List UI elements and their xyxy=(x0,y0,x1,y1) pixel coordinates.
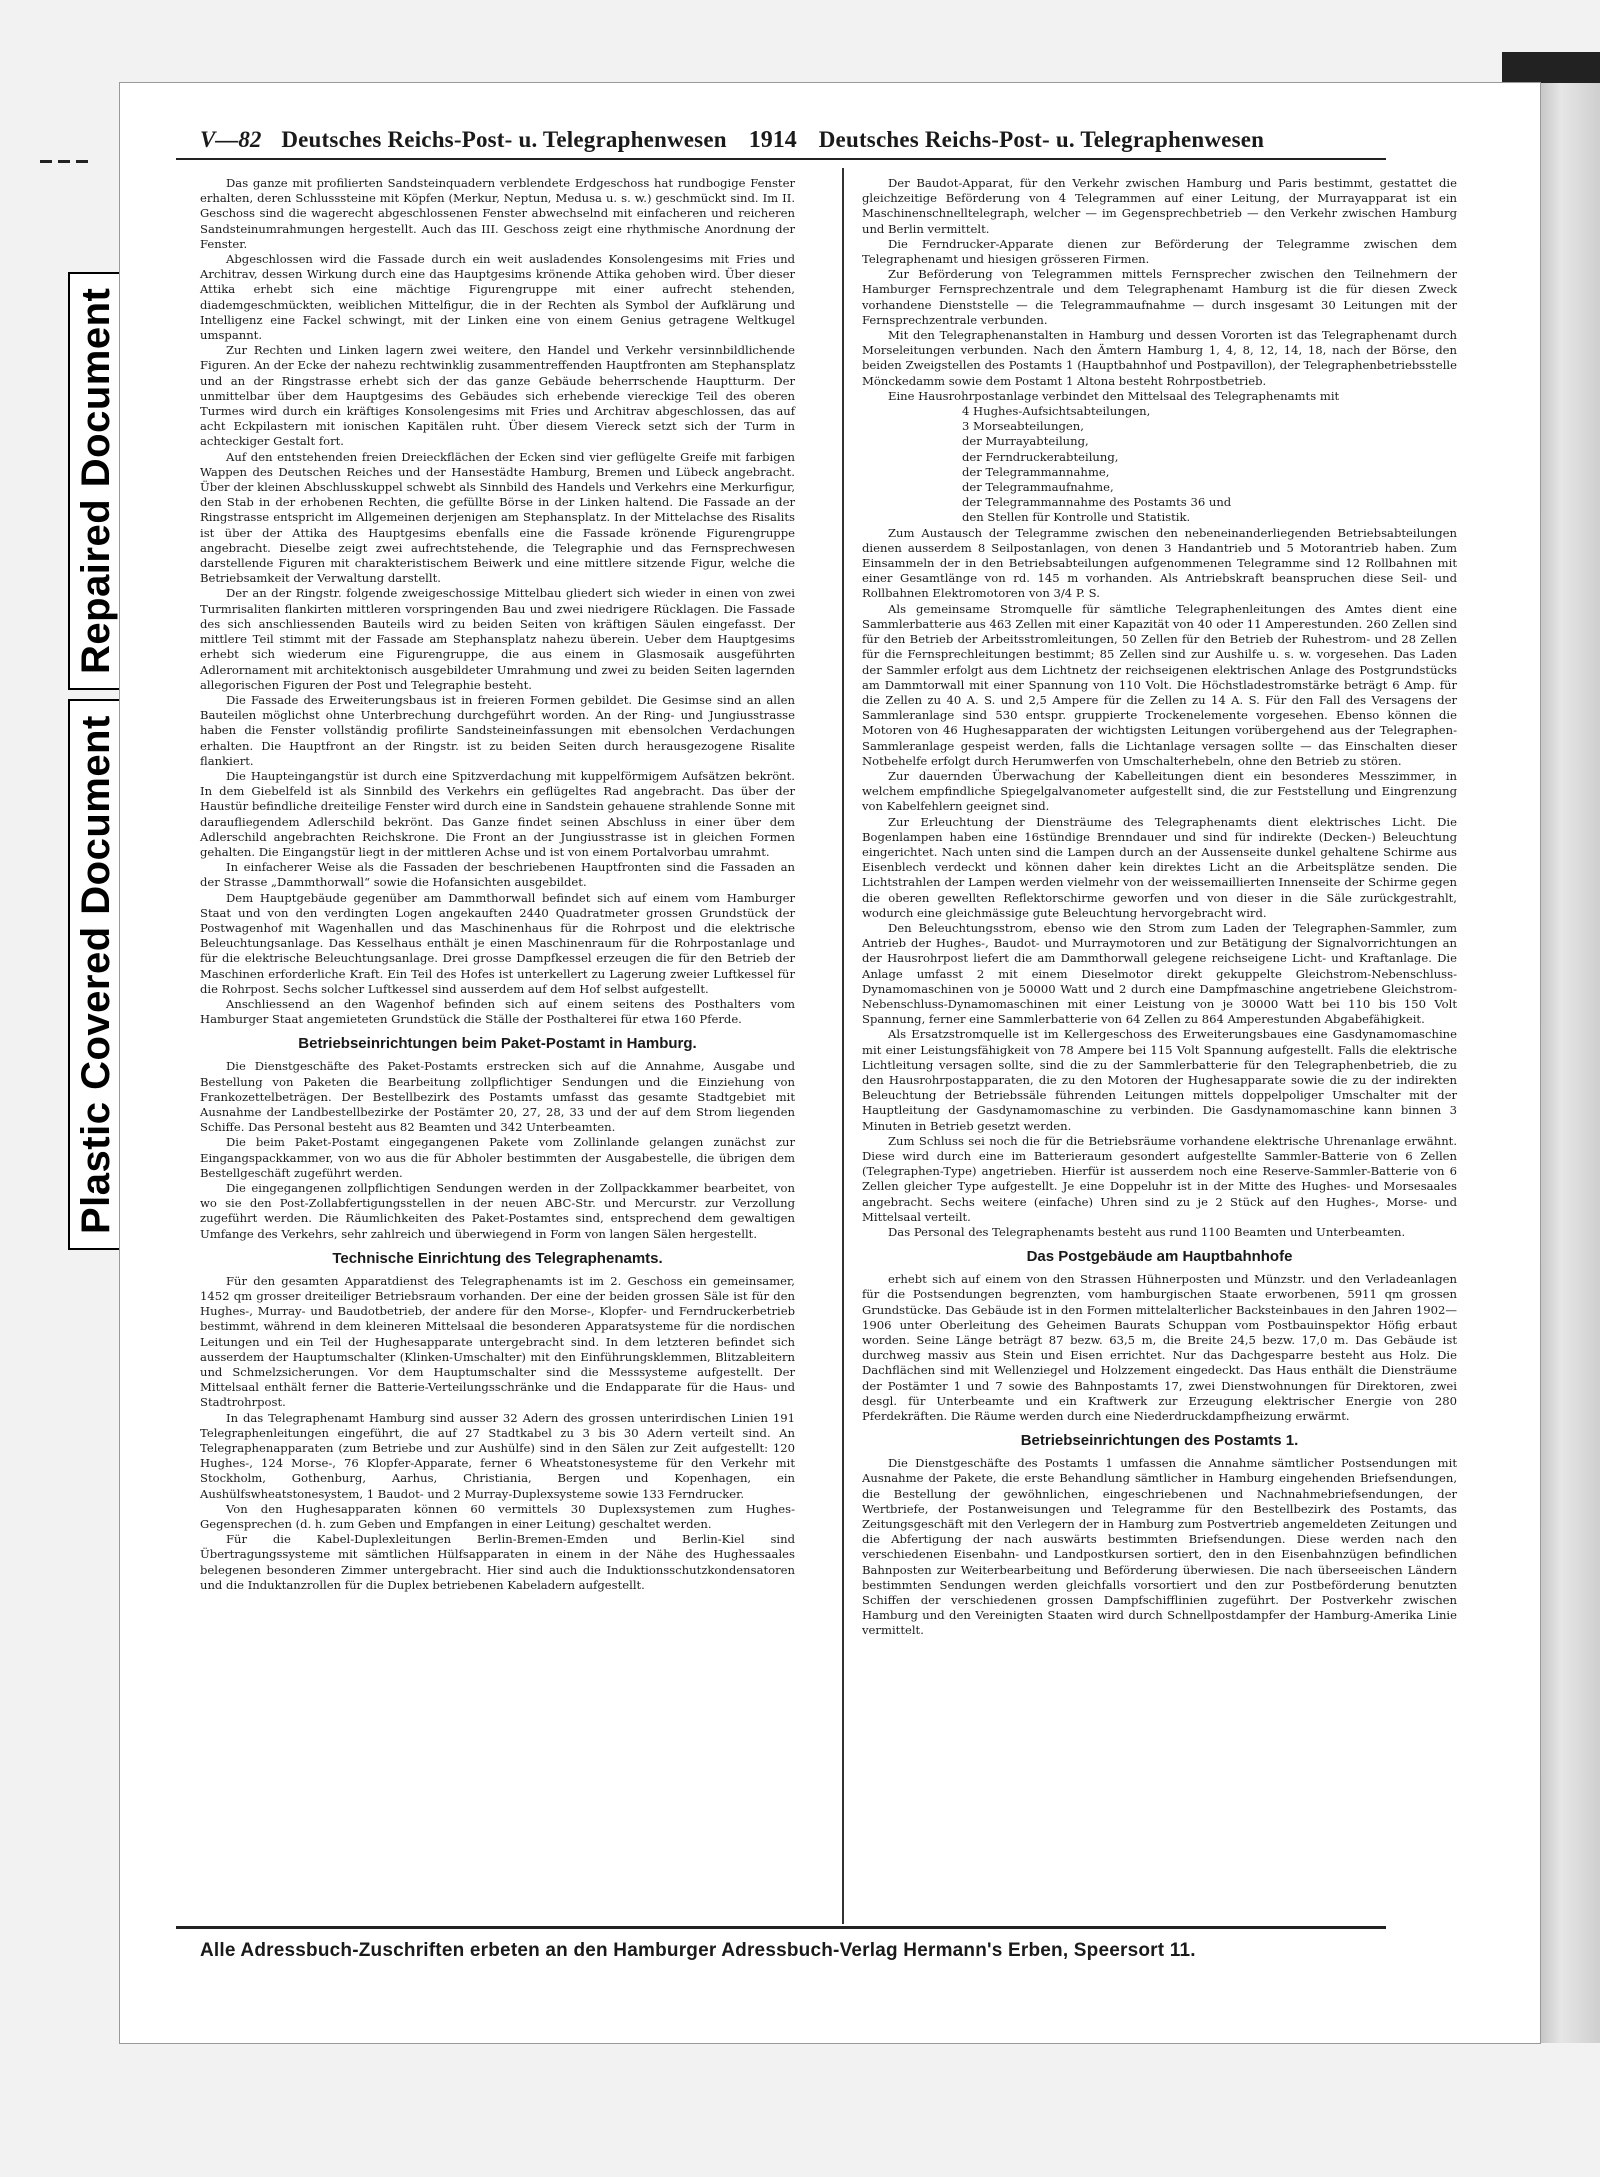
section-heading: Das Postgebäude am Hauptbahnhofe xyxy=(1026,1248,1293,1266)
paragraph: Für die Kabel-Duplexleitungen Berlin-Bremen-Emden und Berlin-Kiel sind Übertragungssysteme mit sämtlichen Hülfsapparaten in einem in der Nähe des Hughessaales belegenen besonderen Zimmer untergebracht. Hier sind auch die Induktionsschutzkondensatoren und die Induktanzrollen für die Duplex betriebenen Kabeladern aufgestellt. xyxy=(200,1532,795,1592)
paragraph: Die Ferndrucker-Apparate dienen zur Beförderung der Telegramme zwischen dem Telegraphenamt und hiesigen grösseren Firmen. xyxy=(862,236,1457,267)
paragraph: Dem Hauptgebäude gegenüber am Dammthorwall befindet sich auf einem vom Hamburger Staat und von den verdingten Logen angekauften 2440 Quadratmeter grossen Grundstück der Postwagenhof mit Wagenhallen und das Maschinenhaus für die Rohrpost und die elektrische Beleuchtungsanlage. Das Kesselhaus enthält je einen Maschinenraum für die Rohrpostanlage und für die elektrische Beleuchtungsanlage. Drei grosse Dampfkessel erzeugen die für den Betrieb der Maschinen erforderliche Kraft. Ein Teil des Hofes ist unterkellert zu Lagerung zweier Luftkessel für die Rohrpost. Sechs solcher Luftkessel sind ausserdem auf dem Hof selbst aufgestellt. xyxy=(200,890,795,996)
paragraph: Eine Hausrohrpostanlage verbindet den Mittelsaal des Telegraphenamts mit xyxy=(888,388,1340,403)
scan-label-strip xyxy=(0,0,120,2177)
plastic-covered-document-label: Plastic Covered Document xyxy=(68,699,125,1250)
header-year: 1914 xyxy=(748,126,797,153)
paragraph: Abgeschlossen wird die Fassade durch ein weit ausladendes Konsolengesims mit Fries und Architrav, dessen Wirkung durch eine das Hauptgesims krönende Attika gehoben wird. Über dieser Attika erhebt sich eine mächtige Figurengruppe mit einer aufrecht stehenden, diademgeschmückten, weiblichen Mittelfigur, die in der Rechten als Symbol der Aufklärung und Intelligenz eine Fackel schwingt, mit der Linken eine von einem Genius getragene Weltkugel umspannt. xyxy=(200,252,795,343)
list-item: den Stellen für Kontrolle und Statistik. xyxy=(962,510,1191,525)
column-divider xyxy=(842,168,844,1924)
page-number: V—82 xyxy=(200,127,262,152)
paragraph: Die Haupteingangstür ist durch eine Spitzverdachung mit kuppelförmigem Aufsätzen bekrönt. In dem Giebelfeld ist als Sinnbild des Verkehrs ein geflügeltes Rad angebracht. Das über der Haustür befindliche dreiteilige Fenster wird durch eine in Sandstein gehauene strahlende Sonne mit daraufliegendem Adlerschild bekrönt. Das Ganze findet seinen Abschluss in einer über dem Adlerschild angebrachten Reichskrone. Die Front an der Jungiusstrasse ist in gleichen Formen gehalten. Die Eingangstür liegt in der mittleren Achse und ist von einem Portalvorbau umrahmt. xyxy=(200,768,795,859)
list-item: 4 Hughes-Aufsichtsabteilungen, xyxy=(962,404,1151,419)
section-heading: Betriebseinrichtungen beim Paket-Postamt in Hamburg. xyxy=(298,1035,697,1053)
paragraph: Zur Rechten und Linken lagern zwei weitere, den Handel und Verkehr versinnbildlichende Figuren. An der Ecke der nahezu rechtwinklig zusammentreffenden Hauptfronten am Stephansplatz und an der Ringstrasse erhebt sich der das ganze Gebäude beherrschende Hauptturm. Der unmittelbar über dem Hauptgesims des Gebäudes sich erhebende viereckige Teil des oberen Turmes wird durch ein kräftiges Konsolengesims mit Fries und Architrav abgeschlossen, das auf acht Eckpilastern mit ionischen Kapitälen ruht. Über diesem Viereck setzt sich der Turm in achteckiger Gestalt fort. xyxy=(200,343,795,449)
paragraph: Von den Hughesapparaten können 60 vermittels 30 Duplexsystemen zum Hughes-Gegensprechen (d. h. zum Geben und Empfangen in einer Leitung) geschaltet werden. xyxy=(200,1501,795,1532)
footer-advertisement: Alle Adressbuch-Zuschriften erbeten an den Hamburger Adressbuch-Verlag Hermann's Erben, Speersort 11. xyxy=(200,1940,1196,1961)
paragraph: Mit den Telegraphenanstalten in Hamburg und dessen Vororten ist das Telegraphenamt durch Morseleitungen verbunden. Nach den Ämtern Hamburg 1, 4, 8, 12, 14, 18, nach der Börse, den beiden Zweigstellen des Postamts 1 (Hauptbahnhof und Postpavillon), der Telegraphenbetriebsstelle Mönckedamm sowie dem Postamt 1 Altona besteht Rohrpostbetrieb. xyxy=(862,328,1457,388)
paragraph: Als Ersatzstromquelle ist im Kellergeschoss des Erweiterungsbaues eine Gasdynamomaschine mit einer Leistungsfähigkeit von 78 Ampere bei 115 Volt Spannung aufgestellt. Falls die elektrische Lichtleitung versagen sollte, sind die zu der Sammlerbatterie für den Telegraphenbetrieb, die zu den Hausrohrpostapparaten, die zu den Motoren der Hughesapparate sowie die zu der indirekten Beleuchtung der Betriebssäle führenden Leitungen mittels doppelpoliger Umschalter mit der Hauptleitung der Gasdynamomaschine zu verbinden. Die Gasdynamomaschine kann binnen 3 Minuten in Betrieb gesetzt werden. xyxy=(862,1027,1457,1133)
header-right-title: Deutsches Reichs-Post- u. Telegraphenwesen xyxy=(818,127,1265,152)
section-heading: Betriebseinrichtungen des Postamts 1. xyxy=(1020,1432,1299,1450)
paragraph: Die Dienstgeschäfte des Paket-Postamts erstrecken sich auf die Annahme, Ausgabe und Bestellung von Paketen die Bearbeitung zollpflichtiger Sendungen und die Einziehung von Frankozettelbeträgen. Der Bestellbezirk des Postamts umfasst das gesamte Stadtgebiet mit Ausnahme der Landbestellbezirke der Postämter 20, 27, 28, 33 und der auf dem Strom liegenden Schiffe. Das Personal besteht aus 82 Beamten und 342 Unterbeamten. xyxy=(200,1059,795,1135)
right-column xyxy=(862,176,1457,1639)
paragraph: Die beim Paket-Postamt eingegangenen Pakete vom Zollinlande gelangen zunächst zur Eingangspackkammer, von wo aus die für Abholer bestimmten der Ausgabestelle, die übrigen dem Bestellgeschäft zugeführt werden. xyxy=(200,1135,795,1180)
paragraph: Der Baudot-Apparat, für den Verkehr zwischen Hamburg und Paris bestimmt, gestattet die gleichzeitige Beförderung von 4 Telegrammen auf einer Leitung, der Murrayapparat ist ein Maschinenschnelltelegraph, welcher — im Gegensprechbetrieb — den Verkehr zwischen Hamburg und Berlin vermittelt. xyxy=(862,176,1457,236)
list-item: der Telegrammannahme, xyxy=(962,464,1110,479)
left-column xyxy=(200,176,795,1593)
paragraph: In das Telegraphenamt Hamburg sind ausser 32 Adern des grossen unterirdischen Linien 191 Telegraphenleitungen eingeführt, die auf 27 Stadtkabel zu 3 bis 30 Adern verteilt sind. An Telegraphenapparaten (zum Betriebe und zur Aushülfe) sind in den Sälen zur Zeit aufgestellt: 120 Hughes-, 124 Morse-, 76 Klopfer-Apparate, ferner 6 Wheatstonesysteme für den Verkehr mit Stockholm, Gothenburg, Aarhus, Christiania, Bergen und Kopenhagen, ein Aushülfswheatstonesystem, 1 Baudot- und 2 Murray-Duplexsysteme sowie 133 Ferndrucker. xyxy=(200,1410,795,1501)
paragraph: Zum Schluss sei noch die für die Betriebsräume vorhandene elektrische Uhrenanlage erwähnt. Diese wird durch eine im Batterieraum gesondert aufgestellte Sammler-Batterie von 6 Zellen (Telegraphen-Type) angetrieben. Hierfür ist ausserdem noch eine Reserve-Sammler-Batterie von 6 Zellen gleicher Type aufgestellt. Je eine Doppeluhr ist in der Mitte des Hughes- und Morsesaales angebracht. Sechs weitere (einfache) Uhren sind zu je 2 Stück auf den Hughes-, Morse- und Mittelsaal verteilt. xyxy=(862,1133,1457,1224)
paragraph: Auf den entstehenden freien Dreieckflächen der Ecken sind vier geflügelte Greife mit farbigen Wappen des Deutschen Reiches und der Hansestädte Hamburg, Bremen und Lübeck angebracht. Über der kleinen Abschlusskuppel schwebt als Sinnbild des Handels und Verkehrs eine Merkurfigur, den Stab in der erhobenen Rechten, die gefüllte Börse in der Linken haltend. Die Fassade an der Ringstrasse entspricht im Allgemeinen derjenigen am Stephansplatz. In der Mittelachse des Risalits ist über der Attika des Hauptgesims ebenfalls eine die Fassade krönende Figurengruppe angebracht. Dieselbe zeigt zwei aufrechtstehende, die Telegraphie und das Fernsprechwesen darstellende Figuren mit charakteristischem Beiwerk und eine mittlere sitzende Figur, welche die Betriebsamkeit der Verwaltung darstellt. xyxy=(200,449,795,586)
list xyxy=(862,404,1457,526)
paragraph: Das ganze mit profilierten Sandsteinquadern verblendete Erdgeschoss hat rundbogige Fenster erhalten, deren Schlusssteine mit Köpfen (Merkur, Neptun, Medusa u. s. w.) geschmückt sind. Im II. Geschoss sind die wagerecht abgeschlossenen Fenster abwechselnd mit einfacheren und reicheren Sandsteinumrahmungen hergestellt. Auch das III. Geschoss zeigt eine rhythmische Anordnung der Fenster. xyxy=(200,176,795,251)
repaired-document-label: Repaired Document xyxy=(68,272,125,690)
list-item: der Ferndruckerabteilung, xyxy=(962,449,1119,464)
paragraph: erhebt sich auf einem von den Strassen Hühnerposten und Münzstr. und den Verladeanlagen für die Postsendungen begrenzten, vom hamburgischen Staate erworbenen, 5911 qm grossen Grundstücke. Das Gebäude ist in den Formen mittelalterlicher Backsteinbaues in den Jahren 1902—1906 unter Oberleitung des Geheimen Baurats Schuppan vom Postbauinspektor Höfig erbaut worden. Seine Länge beträgt 87 bezw. 63,5 m, die Breite 24,5 bezw. 17,0 m. Das Gebäude ist durchweg massiv aus Stein und Eisen errichtet. Nur das Dachgesparre besteht aus Holz. Die Dachflächen sind mit Wellenziegel und Holzzement eingedeckt. Das Haus enthält die Diensträume der Postämter 1 und 7 sowie des Bahnpostamts 17, zwei Dienstwohnungen für Direktoren, zwei desgl. für Unterbeamte und ein Kraftwerk zur Erzeugung elektrischer Energie von 280 Pferdekräften. Die Räume werden durch eine Niederdruckdampfheizung erwärmt. xyxy=(862,1272,1457,1424)
paragraph: In einfacherer Weise als die Fassaden der beschriebenen Hauptfronten sind die Fassaden an der Strasse „Dammthorwall“ sowie die Hofansichten ausgebildet. xyxy=(200,860,795,890)
paragraph: Der an der Ringstr. folgende zweigeschossige Mittelbau gliedert sich wieder in einen von zwei Turmrisaliten flankirten mittleren vorspringenden Bau und zwei niedrigere Rücklagen. Die Fassade des sich anschliessenden Bauteils wird zu beiden Seiten von kräftigen Säulen eingefasst. Der mittlere Teil stimmt mit der Fassade am Stephansplatz nahezu überein. Ueber dem Hauptgesims erhebt sich wiederum eine Figurengruppe, die aus einem in Glasmosaik ausgeführten Adlerornament mit architektonisch ausgebildeter Umrahmung und zwei zu beiden Seiten lagernden allegorischen Figuren der Post und Telegraphie besteht. xyxy=(200,586,795,692)
footer-rule xyxy=(176,1926,1386,1929)
paragraph: Die eingegangenen zollpflichtigen Sendungen werden in der Zollpackkammer bearbeitet, von wo sie den Post-Zollabfertigungsstellen in der neuen ABC-Str. und Mercurstr. zur Verzollung zugeführt werden. Die Räumlichkeiten des Paket-Postamtes sind, entsprechend dem gewaltigen Umfange des Verkehrs, sehr zahlreich und überwiegend in Form von langen Sälen hergestellt. xyxy=(200,1181,795,1241)
list-item: der Telegrammannahme des Postamts 36 und xyxy=(962,495,1232,510)
paragraph: Anschliessend an den Wagenhof befinden sich auf einem seitens des Posthalters vom Hamburger Staat angemieteten Grundstück die Ställe der Posthalterei für etwa 160 Pferde. xyxy=(200,996,795,1027)
page-edge-shadow xyxy=(1535,83,1600,2043)
section-heading: Technische Einrichtung des Telegraphenamts. xyxy=(332,1249,663,1267)
paragraph: Zur dauernden Überwachung der Kabelleitungen dient ein besonderes Messzimmer, in welchem empfindliche Spiegelgalvanometer aufgestellt sind, die zur Feststellung und Eingrenzung von Kabelfehlern geeignet sind. xyxy=(862,768,1457,814)
paragraph: Die Dienstgeschäfte des Postamts 1 umfassen die Annahme sämtlicher Postsendungen mit Ausnahme der Pakete, die erste Behandlung sämtlicher in Hamburg eingehenden Briefsendungen, die Bestellung der gewöhnlichen, eingeschriebenen und Nachnahmebriefsendungen, der Wertbriefe, der Postanweisungen und Telegramme für den Bestellbezirk des Postamts, das Zeitungsgeschäft mit den Verlegern der in Hamburg zum Postvertrieb angemeldeten Zeitungen und die Abfertigung der nach auswärts bestimmten Briefsendungen. Diese werden nach den verschiedenen Eisenbahn- und Landpostkursen sortiert, den in den Eisenbahnzügen befindlichen Bahnposten zur Weiterbearbeitung und Beförderung überwiesen. Die nach überseeischen Ländern bestimmten Sendungen werden gleichfalls vorsortiert und den zur Postbeförderung benutzten Schiffen der verschiedenen grossen Dampfschifflinien zugeführt. Der Postverkehr zwischen Hamburg und den Vereinigten Staaten wird durch Schnellpostdampfer der Hamburg-Amerika Linie vermittelt. xyxy=(862,1456,1457,1638)
header-left-title: Deutsches Reichs-Post- u. Telegraphenwesen xyxy=(281,127,727,152)
paragraph: Zum Austausch der Telegramme zwischen den nebeneinanderliegenden Betriebsabteilungen dienen ausserdem 8 Seilpostanlagen, von denen 3 Handantrieb und 5 Motorantrieb haben. Zum Einsammeln der in den Betriebsabteilungen aufgenommenen Telegramme sind 12 Rollbahnen mit einer Gesamtlänge von rd. 145 m vorhanden. Als Antriebskraft beanspruchen diese Seil- und Rollbahnen Elektromotoren von 3/4 P. S. xyxy=(862,525,1457,601)
paragraph: Den Beleuchtungsstrom, ebenso wie den Strom zum Laden der Telegraphen-Sammler, zum Antrieb der Hughes-, Baudot- und Murraymotoren und zur Betätigung der Signalvorrichtungen an der Hausrohrpost liefert die am Dammthorwall gelegene reichseigene Licht- und Kraftanlage. Die Anlage umfasst 2 mit einem Dieselmotor direkt gekuppelte Gleichstrom-Nebenschluss-Dynamomaschinen von je 50000 Watt und 2 durch eine Dampfmaschine angetriebene Gleichstrom-Nebenschluss-Dynamomaschinen mit einer Leistung von je 30000 Watt bei 110 bis 150 Volt Spannung, ferner eine Sammlerbatterie von 64 Zellen zu 864 Amperestunden Abgabefähigkeit. xyxy=(862,920,1457,1027)
list-item: der Telegrammaufnahme, xyxy=(962,480,1114,495)
list-item: 3 Morseabteilungen, xyxy=(962,419,1084,434)
paragraph: Das Personal des Telegraphenamts besteht aus rund 1100 Beamten und Unterbeamten. xyxy=(888,1225,1406,1240)
header-rule xyxy=(176,158,1386,160)
paragraph: Die Fassade des Erweiterungsbaus ist in freieren Formen gebildet. Die Gesimse sind an allen Bauteilen möglichst ohne Unterbrechung durchgeführt worden. An der Ring- und Jungiusstrasse haben die Fenster vollständig profilirte Sandsteineinfassungen mit ebensolchen Verdachungen erhalten. Die Hauptfront an der Ringstr. ist zu beiden Seiten durch herausgezogene Risalite flankiert. xyxy=(200,692,795,768)
paragraph: Zur Erleuchtung der Diensträume des Telegraphenamts dient elektrisches Licht. Die Bogenlampen haben eine 16stündige Brenndauer und sind für indirekte (Decken-) Beleuchtung eingerichtet. Nach unten sind die Lampen durch an der Aussenseite dunkel gehaltene Schirme aus Eisenblech verdeckt und können daher kein direktes Licht an die Arbeitsplätze senden. Die Lichtstrahlen der Lampen werden vielmehr von der weissemaillierten Innenseite der Schirme gegen die oberen gewellten Reflektorschirme geworfen und von dieser in die Säle zurückgestrahlt, wodurch eine gleichmässige gute Beleuchtung hervorgebracht wird. xyxy=(862,814,1457,920)
page-header xyxy=(200,122,1330,158)
paragraph: Als gemeinsame Stromquelle für sämtliche Telegraphenleitungen des Amtes dient eine Sammlerbatterie aus 463 Zellen mit einer Kapazität von 40 oder 11 Amperestunden. 260 Zellen sind für den Betrieb der Arbeitsstromleitungen, 50 Zellen für den Betrieb der Ruhestrom- und 28 Zellen für die Fernsprechleitungen bestimmt; 85 Zellen sind zur Aushilfe u. s. w. vorgesehen. Das Laden der Sammler erfolgt aus dem Lichtnetz der reichseigenen elektrischen Anlage des Postgrundstücks am Dammtorwall mit einer Spannung von 110 Volt. Die Höchstladestromstärke beträgt 6 Amp. für die Zellen zu 40 A. S. und 2,5 Ampere für die Zellen zu 14 A. S. Für den Fall des Versagens der Sammleranlage sind 530 entspr. gruppierte Trockenelemente vorgesehen. Ebenso können die Motoren von 46 Hughesapparaten der wichtigsten Leitungen vorübergehend aus der Telegraphen-Sammleranlage gespeist werden, falls die Lichtanlage versagen sollte — das Einschalten dieser Notbehelfe erfolgt durch Herumwerfen von Umschalterhebeln, ohne den Betrieb zu stören. xyxy=(862,601,1457,768)
tick-marks xyxy=(40,148,100,151)
paragraph: Zur Beförderung von Telegrammen mittels Fernsprecher zwischen den Teilnehmern der Hamburger Fernsprechzentrale und dem Telegraphenamt Hamburg ist die für diesen Zweck vorhandene Dienststelle — die Telegrammaufnahme — durch insgesamt 30 Leitungen mit der Fernsprechzentrale verbunden. xyxy=(862,267,1457,327)
paragraph: Für den gesamten Apparatdienst des Telegraphenamts ist im 2. Geschoss ein gemeinsamer, 1452 qm grosser dreiteiliger Betriebsraum vorhanden. Der eine der beiden grossen Säle ist für den Hughes-, Murray- und Baudotbetrieb, der andere für den Morse-, Klopfer- und Ferndruckerbetrieb bestimmt, während in dem kleineren Mittelsaal die besonderen Apparatsysteme für die nordischen Leitungen und ein Teil der Hughesapparate untergebracht sind. In dem letzteren befindet sich ausserdem der Hauptumschalter (Klinken-Umschalter) mit den Einführungsklemmen, Blitzableitern und Schmelzsicherungen. Vor dem Hauptumschalter sind die Messsysteme aufgestellt. Der Mittelsaal enthält ferner die Batterie-Verteilungsschränke und die Endapparate für die Haus- und Stadtrohrpost. xyxy=(200,1273,795,1410)
list-item: der Murrayabteilung, xyxy=(962,434,1089,449)
